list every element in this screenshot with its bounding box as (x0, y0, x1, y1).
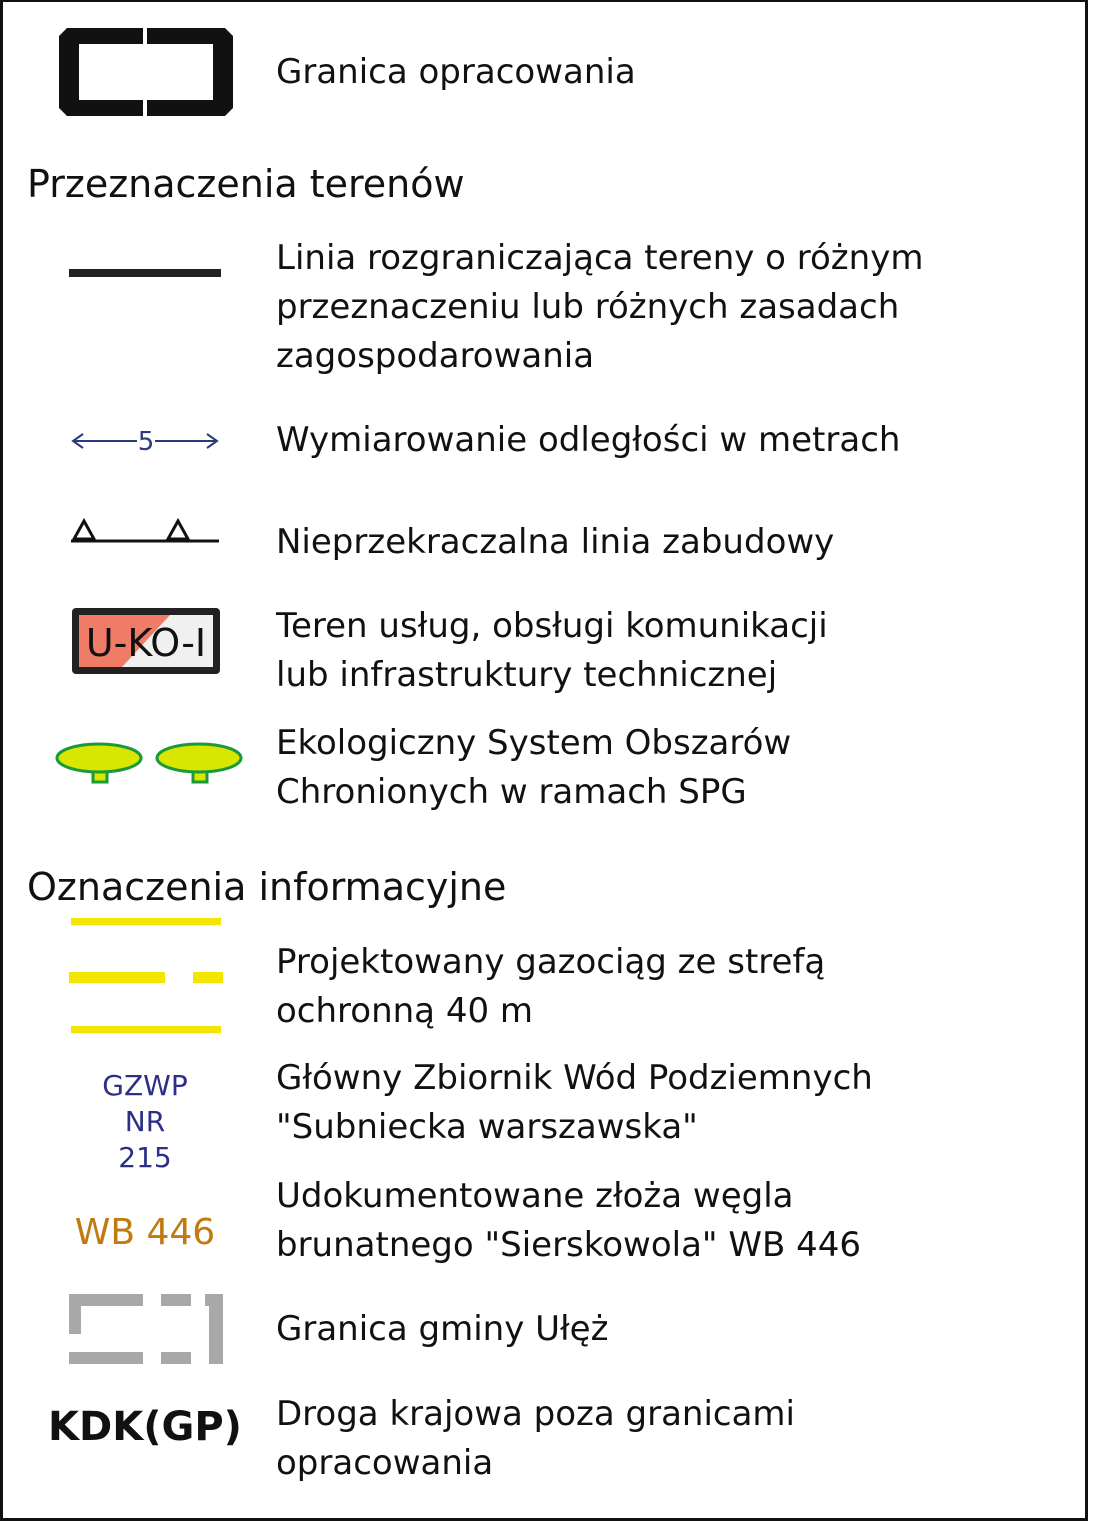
ukoi-symbol (70, 606, 222, 676)
dimension-label: Wymiarowanie odległości w metrach (276, 420, 901, 460)
commune-boundary-label: Granica gminy Ułęż (276, 1309, 609, 1349)
study-boundary-label: Granica opracowania (276, 52, 636, 92)
ukoi-code: U-KO-I (85, 621, 207, 665)
eco-system-symbol (53, 740, 245, 786)
dividing-line-symbol (69, 268, 221, 280)
dimension-symbol (69, 424, 221, 458)
dividing-line-label: Linia rozgraniczająca tereny o różnym przeznaczeniu lub różnych zasadach zagospodarowania (276, 238, 924, 376)
gzwp-symbol (63, 1068, 227, 1176)
section-info-heading: Oznaczenia informacyjne (27, 865, 507, 909)
gzwp-line-3: 215 (118, 1141, 172, 1174)
gzwp-line-1: GZWP (102, 1069, 188, 1102)
study-boundary-symbol (57, 26, 235, 118)
building-line-symbol (69, 514, 221, 546)
national-road-label: Droga krajowa poza granicami opracowania (276, 1394, 795, 1483)
commune-boundary-symbol (65, 1290, 225, 1368)
coal-deposit-label: Udokumentowane złoża węgla brunatnego "Sierskowola" WB 446 (276, 1176, 862, 1265)
national-road-symbol: KDK(GP) (48, 1404, 242, 1450)
eco-system-label: Ekologiczny System Obszarów Chronionych w ramach SPG (276, 723, 792, 812)
gas-pipeline-label: Projektowany gazociąg ze strefą ochronną 40 m (276, 942, 826, 1031)
section-land-use-heading: Przeznaczenia terenów (27, 162, 465, 206)
building-line-label: Nieprzekraczalna linia zabudowy (276, 522, 835, 562)
ukoi-label: Teren usług, obsługi komunikacji lub infrastruktury technicznej (276, 606, 828, 695)
gzwp-line-2: NR (124, 1105, 166, 1138)
coal-deposit-symbol: WB 446 (74, 1212, 216, 1253)
gas-pipeline-symbol (67, 916, 225, 1036)
dimension-value: 5 (137, 427, 155, 457)
gzwp-label: Główny Zbiornik Wód Podziemnych "Subniecka warszawska" (276, 1058, 873, 1147)
